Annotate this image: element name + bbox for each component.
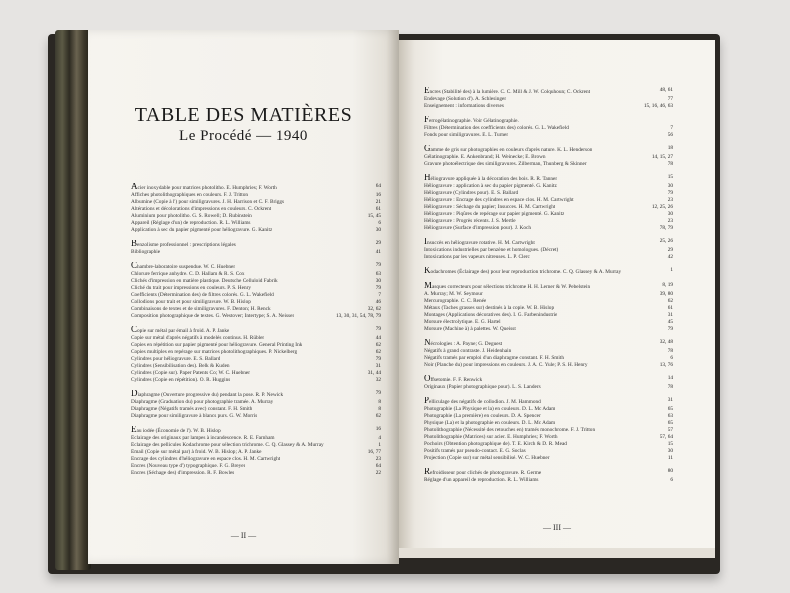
toc-entry-page: 29 (375, 240, 381, 246)
toc-entry-title: Altérations et décolorations d'impressions en couleurs. C. Ockrent (131, 206, 272, 212)
toc-entry (424, 448, 673, 455)
toc-entry-page: 78 (667, 348, 673, 354)
toc-entry-title: Photographie (La Physique et la) en couleurs. D. L. Mc Adam (424, 406, 556, 412)
toc-entry-page: 12, 25, 26 (651, 204, 673, 210)
toc-entry (131, 206, 381, 213)
toc-entry (424, 154, 673, 161)
toc-entry (131, 183, 381, 192)
toc-entry-title: Encres (Séchage des) d'impression. R. F. Bowles (131, 470, 235, 476)
toc-entry-title: A. Murray; M. W. Seymour (424, 291, 483, 297)
toc-entry (424, 247, 673, 254)
toc-entry (131, 278, 381, 285)
toc-entry (131, 213, 381, 220)
toc-entry (424, 348, 673, 355)
toc-entry-page: 16 (375, 192, 381, 198)
toc-entry-title: Diaphragme pour similigravure à blancs purs. G. W. Morris (131, 413, 258, 419)
toc-entry-title: Négatifs tramés par emploi d'un diaphragme constant. F. H. Smith (424, 355, 564, 361)
toc-entry-title: Encres (Nouveau type d') typographique. F. G. Breyer (131, 463, 246, 469)
toc-entry (424, 477, 673, 484)
toc-entry-title: Morsure (Machine à) à palettes. W. Queisst (424, 326, 516, 332)
toc-entry (424, 103, 673, 110)
toc-entry (131, 442, 381, 449)
toc-entry-title: Chambre-laboratoire suspendue. W. C. Huebner (131, 262, 236, 270)
toc-entry-title: Physique (La) et la photographie en couleurs. D. L. Mc Adam (424, 420, 556, 426)
toc-entry-page: 79 (375, 356, 381, 362)
toc-entry (131, 227, 381, 234)
toc-entry-page: 6 (670, 355, 673, 361)
toc-entry-title: Encres (Stabilité des) à la lumière. C. C. Mill & J. W. Colquhoun; C. Ockrent (424, 87, 591, 95)
toc-entry-page: 31, 44 (367, 370, 381, 376)
toc-entry-page: 39, 80 (659, 291, 673, 297)
toc-entry-page: 4 (378, 435, 381, 441)
toc-entry-page: 44 (375, 335, 381, 341)
toc-entry (424, 96, 673, 103)
toc-entry (424, 339, 673, 348)
toc-entry-title: Héliogravure : Piqûres de repérage sur papier pigmenté. G. Kanitz (424, 211, 565, 217)
toc-entry-page: 32 (375, 377, 381, 383)
toc-entry-page: 30 (667, 183, 673, 189)
toc-entry-title: Héliogravure : Progrès récents. J. S. Mertle (424, 218, 516, 224)
page-title: TABLE DES MATIÈRES (134, 104, 353, 126)
toc-entry-title: Éclairage des pellicules Kodachrome pour sélection trichrome. C. Q. Glassey & A. Murray (131, 442, 324, 448)
toc-entry-page: 31 (375, 363, 381, 369)
toc-entry-title: Héliogravure : Séchage du papier; Insucces. H. M. Cartwright (424, 204, 556, 210)
toc-entry-title: Insuccès en héliogravure rotative. H. M. Cartwright (424, 238, 535, 246)
toc-entry-title: Diaphragme (Négatifs tramés avec) constant. F. H. Smith (131, 406, 253, 412)
toc-entry (131, 306, 381, 313)
toc-entry-title: Copies en répétition sur papier pigmenté pour héliogravure. General Printing Ink (131, 342, 303, 348)
toc-entry-page: 61 (667, 305, 673, 311)
toc-entry-page: 6 (378, 220, 381, 226)
toc-entry-title: Appareil (Réglage d'un) de reproduction. R. L. Williams (131, 220, 251, 226)
toc-entry (424, 197, 673, 204)
page-number-left: — II — (230, 531, 257, 540)
toc-entry (131, 399, 381, 406)
toc-entry-title: Enseignement : informations diverses (424, 103, 504, 109)
toc-entry (131, 240, 381, 249)
page-stack-edge (399, 548, 715, 558)
toc-entry (424, 238, 673, 247)
toc-entry-page: 65 (667, 406, 673, 412)
toc-entry-title: Combinaisons de textes et de similigravures. F. Denton; H. Renck (131, 306, 271, 312)
toc-entry (131, 349, 381, 356)
toc-entry (424, 384, 673, 391)
toc-entry (424, 282, 673, 291)
toc-entry (424, 406, 673, 413)
toc-entry-page (669, 116, 673, 125)
toc-entry-page: 23 (375, 456, 381, 462)
toc-entry-title: Offsetomie. F. F. Renwick (424, 375, 483, 383)
toc-entry-page: 79 (375, 326, 381, 332)
toc-entry (131, 377, 381, 384)
toc-entry (424, 211, 673, 218)
toc-entry-title: Cylindres (Copie sur). Paper Patents Co; W. C. Huebner (131, 370, 251, 376)
toc-entry-title: Projection (Copie sur) sur métal sensibilisé. W. C. Huebner (424, 455, 550, 461)
toc-entry-title: Cylindres pour héliogravure. E. S. Ballard (131, 356, 221, 362)
toc-entry-title: Photographie (La première) en couleurs. D. A. Spencer (424, 413, 541, 419)
toc-entry-page: 62 (667, 298, 673, 304)
toc-entry-page: 30 (375, 227, 381, 233)
toc-entry-title: Métaux (Taches grasses sur) destinés à la copie. W. B. Hislop (424, 305, 555, 311)
toc-entry-page: 31 (667, 312, 673, 318)
toc-entry-page: 63 (375, 271, 381, 277)
toc-entry-page: 25, 26 (659, 238, 673, 244)
toc-entry-page: 15 (667, 174, 673, 180)
toc-entry-page: 63 (667, 413, 673, 419)
toc-entry-page: 1 (378, 442, 381, 448)
toc-entry-title: Morsure électrolytique. E. G. Hartel (424, 319, 501, 325)
toc-entry-title: Montages (Applications décoratives des). I. G. Farbenindustrie (424, 312, 558, 318)
toc-entry (424, 267, 673, 276)
toc-entry-title: Pelliculage des négatifs de collodion. J. M. Hammond (424, 397, 541, 405)
toc-entry (131, 335, 381, 342)
toc-entry-title: Cylindres (Copie en répétition). O. R. Huggins (131, 377, 231, 383)
toc-entry-page: 61 (375, 206, 381, 212)
toc-entry-page: 45 (667, 319, 673, 325)
toc-entry-page: 77 (667, 96, 673, 102)
toc-entry-page: 8 (378, 406, 381, 412)
toc-entry (424, 291, 673, 298)
toc-entry-title: Éclairage des originaux par lampes à incandescence. R. E. Farnham (131, 435, 275, 441)
book-cover-spine (55, 30, 91, 570)
toc-entry-page: 13, 76 (659, 362, 673, 368)
toc-entry-page: 56 (667, 132, 673, 138)
toc-entry-page: 79 (667, 326, 673, 332)
toc-entry-title: Application à sec du papier pigmenté pour héliogravure. G. Kanitz (131, 227, 273, 233)
toc-entry-page: 78, 79 (659, 225, 673, 231)
toc-entry (424, 254, 673, 261)
toc-entry-title: Masques correcteurs pour sélections trichrome H. H. Lerner & W. Pebelstein (424, 282, 591, 290)
toc-right (424, 87, 673, 484)
toc-entry-title: Positifs tramés par pseudo-contact. E. G. Soclas (424, 448, 526, 454)
toc-entry (424, 319, 673, 326)
toc-entry-page: 30 (667, 211, 673, 217)
toc-entry-title: Composition photographique de textes. G. Westover; Intertype; S. A. Neisser (131, 313, 295, 319)
toc-entry-title: Originaux (Papier photographique pour). L. S. Landers (424, 384, 541, 390)
toc-entry (131, 370, 381, 377)
toc-entry-title: Collodions pour trait et pour similigravure. W. B. Hislop (131, 299, 251, 305)
toc-entry-title: Fonds pour similigravures. E. L. Turner (424, 132, 509, 138)
toc-entry-page: 30 (667, 448, 673, 454)
toc-entry (131, 463, 381, 470)
toc-entry-title: Albumine (Copie à l') pour similigravures. J. H. Harrison et C. F. Briggs (131, 199, 285, 205)
toc-entry-page: 57 (667, 427, 673, 433)
toc-entry (131, 363, 381, 370)
toc-entry-title: Copie sur métal par émail à froid. A. P. Janke (131, 326, 230, 334)
toc-entry-title: Pochoirs (Obtention photographique de). T. E. Kirch & D. R. Mead (424, 441, 567, 447)
toc-entry (424, 455, 673, 462)
toc-entry (131, 199, 381, 206)
toc-entry (424, 132, 673, 139)
toc-entry-page: 18 (667, 145, 673, 151)
toc-entry-page: 7 (378, 292, 381, 298)
toc-left (131, 183, 381, 477)
toc-entry-title: Négatifs à grand contraste. J. Heidenhain (424, 348, 512, 354)
toc-entry-page: 62 (375, 349, 381, 355)
toc-entry-page: 32, 62 (367, 306, 381, 312)
toc-entry (424, 145, 673, 154)
toc-entry-page: 41 (375, 249, 381, 255)
toc-entry (131, 192, 381, 199)
toc-entry-page: 16 (375, 426, 381, 432)
toc-entry-page: 79 (375, 262, 381, 268)
toc-entry (131, 456, 381, 463)
toc-entry-page: 13, 30, 31, 54, 78, 79 (335, 313, 381, 319)
toc-entry (131, 390, 381, 399)
toc-entry-page: 46 (375, 299, 381, 305)
toc-entry (131, 413, 381, 420)
toc-entry-page: 78 (667, 161, 673, 167)
toc-entry-page: 7 (670, 125, 673, 131)
toc-entry-page: 64 (375, 183, 381, 189)
toc-entry-page: 14 (667, 375, 673, 381)
toc-entry-page: 1 (670, 267, 673, 273)
toc-entry-title: Filtres (Détermination des coefficients des) colorés. G. L. Wakefield (424, 125, 569, 131)
toc-entry (424, 434, 673, 441)
toc-entry (131, 220, 381, 227)
toc-entry (131, 271, 381, 278)
toc-entry (424, 420, 673, 427)
toc-entry-title: Kodachromes (Éclairage des) pour leur reproduction trichrome. C. Q. Glassey & A. Murray (424, 267, 622, 275)
toc-entry-title: Gélatinographie. E. Ankenbrand; H. Weinecke; E. Brown (424, 154, 546, 160)
toc-entry-page: 11 (667, 455, 673, 461)
toc-entry-page: 79 (375, 390, 381, 396)
toc-entry-title: Mercurographie. C. C. Renée (424, 298, 487, 304)
toc-entry (131, 470, 381, 477)
toc-entry-page: 21 (375, 199, 381, 205)
toc-entry-page: 64 (375, 463, 381, 469)
toc-entry-page: 80 (667, 468, 673, 474)
toc-entry-page: 78 (667, 384, 673, 390)
toc-entry-title: Photolithographie (Matrices) sur acier. E. Humphries; F. Worth (424, 434, 558, 440)
toc-entry (424, 298, 673, 305)
toc-entry (131, 449, 381, 456)
toc-entry (424, 441, 673, 448)
toc-entry-title: Copie sur métal d'après négatifs à modelés continus. H. Rübler (131, 335, 265, 341)
toc-entry (424, 397, 673, 406)
toc-entry-title: Noir (Planche du) pour impressions en couleurs. J. A. C. Yule; P. S. H. Henry (424, 362, 588, 368)
toc-entry (424, 87, 673, 96)
toc-entry-page: 14, 15, 27 (651, 154, 673, 160)
toc-entry-title: Endevage (Solution d'). A. Schlesinger (424, 96, 507, 102)
toc-entry-title: Héliogravure (Cylindres pour). E. S. Ballard (424, 190, 519, 196)
toc-entry (424, 204, 673, 211)
toc-entry-page: 62 (375, 342, 381, 348)
toc-entry (424, 190, 673, 197)
toc-entry-title: Encrage des cylindres d'héliogravure en espace clos. H. M. Cartwright (131, 456, 281, 462)
toc-entry (424, 161, 673, 168)
toc-entry-title: Copies multiples en repérage sur matrices photolithographiques. P. Nickelberg (131, 349, 298, 355)
page-subtitle: Le Procédé — 1940 (179, 128, 308, 144)
toc-entry (131, 435, 381, 442)
toc-entry (131, 249, 381, 256)
toc-entry (424, 225, 673, 232)
toc-entry (424, 312, 673, 319)
toc-entry-title: Clichés d'impression en matière plastique. Deutsche Celluloid Fabrik (131, 278, 278, 284)
toc-entry (131, 262, 381, 271)
toc-entry-page: 32, 48 (659, 339, 673, 345)
toc-entry (131, 292, 381, 299)
toc-entry (424, 355, 673, 362)
toc-entry-page: 48, 61 (659, 87, 673, 93)
toc-entry-title: Diaphragme (Graduation du) pour photographie tramée. A. Murray (131, 399, 274, 405)
toc-entry-title: Nécrologies : A. Payne; G. Deguest (424, 339, 503, 347)
toc-entry (424, 413, 673, 420)
toc-entry-page: 79 (667, 190, 673, 196)
toc-entry-title: Affiches photolithographiques en couleurs. F. J. Tritton (131, 192, 249, 198)
toc-entry-page: 8 (378, 399, 381, 405)
toc-entry-title: Intoxications industrielles par benzène et homologues. (Décret) (424, 247, 559, 253)
toc-entry (131, 356, 381, 363)
toc-entry-page: 22 (375, 470, 381, 476)
toc-entry-title: Héliogravure : application à sec du papier pigmenté. G. Kanitz (424, 183, 557, 189)
toc-entry-page: 15, 16, 46, 63 (643, 103, 673, 109)
toc-entry (131, 313, 381, 320)
toc-entry-title: Héliogravure : Encrage des cylindres en espace clos. H. M. Cartwright (424, 197, 574, 203)
toc-entry-title: Chlorure ferrique anhydre. C. D. Hallam & R. S. Cox (131, 271, 245, 277)
toc-entry-page: 8, 19 (662, 282, 673, 288)
toc-entry (131, 326, 381, 335)
toc-entry-title: Eau iodée (Économie de l'). W. B. Hislop (131, 426, 221, 434)
toc-entry-title: Héliogravure (Surface d'impression pour). J. Koch (424, 225, 532, 231)
toc-entry-page: 29 (667, 247, 673, 253)
toc-entry-title: Refroidisseur pour clichés de photogravure. R. Germe (424, 468, 542, 476)
toc-entry-page: 16, 77 (367, 449, 381, 455)
toc-entry-page: 62 (375, 413, 381, 419)
toc-entry-title: Acier inoxydable pour matrices photolitho. E. Humphries; F. Worth (131, 183, 277, 191)
toc-entry (424, 125, 673, 132)
toc-entry-title: Réglage d'un appareil de reproduction. R. L. Williams (424, 477, 539, 483)
toc-entry-title: Benzolisme professionnel : prescriptions légales (131, 240, 236, 248)
toc-entry (131, 342, 381, 349)
toc-entry (131, 285, 381, 292)
toc-entry-page: 42 (667, 254, 673, 260)
toc-entry (131, 426, 381, 435)
toc-entry (424, 326, 673, 333)
toc-entry (131, 299, 381, 306)
toc-entry (424, 468, 673, 477)
toc-entry (424, 218, 673, 225)
toc-entry-page: 57, 64 (659, 434, 673, 440)
toc-entry-title: Gravure photoélectrique des similigravures. Zilberman, Thunberg & Skinner (424, 161, 587, 167)
toc-entry-title: Cylindres (Sensibilisation des). Belk & Kuden (131, 363, 230, 369)
toc-entry-title: Diaphragme (Ouverture progressive du) pendant la pose. R. P. Newick (131, 390, 284, 398)
toc-entry (424, 183, 673, 190)
toc-entry-page: 6 (670, 477, 673, 483)
toc-entry (424, 375, 673, 384)
toc-entry-title: Bibliographie (131, 249, 161, 255)
toc-entry (424, 174, 673, 183)
toc-entry-title: Intoxications par les vapeurs nitreuses. L. P. Clerc (424, 254, 530, 260)
toc-entry-page: 15, 45 (367, 213, 381, 219)
page-number-right: — III — (543, 523, 571, 532)
toc-entry (424, 362, 673, 369)
toc-entry-title: Émail (Copie sur métal par) à froid. W. B. Hislop; A. P. Janke (131, 449, 262, 455)
toc-entry-page: 65 (667, 420, 673, 426)
toc-entry-title: Gamme de gris sur photographies en couleurs d'après nature. K. L. Henderson (424, 145, 593, 153)
toc-entry-title: Ferrogélatinographie. Voir Gélatinographie. (424, 116, 519, 124)
toc-entry-page: 31 (667, 397, 673, 403)
toc-entry-page: 79 (375, 285, 381, 291)
toc-entry (424, 305, 673, 312)
toc-entry (131, 406, 381, 413)
toc-entry-title: Coefficients (Détermination des) de filtres colorés. G. L. Wakefield (131, 292, 274, 298)
toc-entry (424, 427, 673, 434)
toc-entry (424, 116, 673, 125)
toc-entry-title: Photolithographie (Nécessité des retouches en) tramés monochrome. F. J. Tritton (424, 427, 596, 433)
toc-entry-page: 30 (375, 278, 381, 284)
toc-entry-page: 23 (667, 218, 673, 224)
toc-entry-title: Héliogravure appliquée à la décoration des bois. R. R. Tanner (424, 174, 558, 182)
toc-entry-title: Aluminium pour photolitho. G. S. Rowell; D. Rubinstein (131, 213, 252, 219)
toc-entry-page: 23 (667, 197, 673, 203)
toc-entry-title: Cliché du trait pour impressions en couleurs. P. S. Henry (131, 285, 252, 291)
toc-entry-page: 15 (667, 441, 673, 447)
